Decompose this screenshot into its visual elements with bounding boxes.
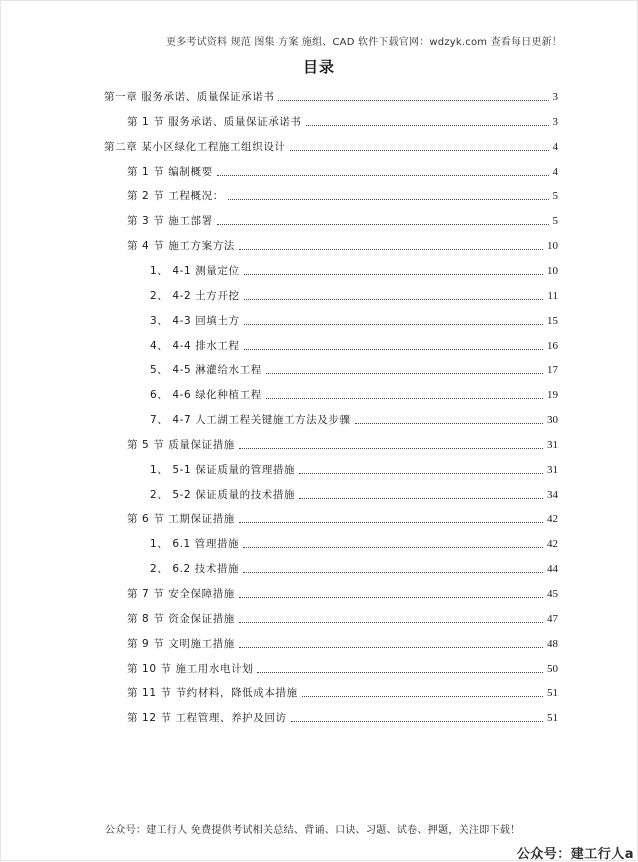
toc-entry-label: 7、 4-7 人工湖工程关键施工方法及步骤 (150, 414, 351, 427)
toc-entry-page: 31 (547, 463, 558, 476)
toc-entry-page: 4 (552, 165, 558, 178)
toc-leader-dots (217, 175, 549, 176)
toc-entry-page: 31 (547, 438, 558, 451)
toc-entry-page: 5 (552, 190, 558, 203)
toc-entry[interactable] (150, 488, 558, 502)
toc-entry-page: 11 (547, 289, 558, 302)
toc-entry-label: 第 1 节 编制概要 (127, 165, 213, 178)
toc-entry-page: 10 (547, 240, 558, 253)
toc-entry-page: 19 (547, 389, 558, 402)
toc-entry[interactable] (127, 115, 558, 129)
toc-entry-label: 1、 4-1 测量定位 (150, 264, 240, 277)
toc-entry-label: 第 12 节 工程管理、养护及回访 (127, 712, 287, 725)
toc-leader-dots (243, 572, 543, 573)
toc-entry-label: 第 6 节 工期保证措施 (127, 513, 235, 526)
toc-leader-dots (239, 622, 543, 623)
toc-leader-dots (299, 498, 543, 499)
toc-leader-dots (244, 324, 543, 325)
toc-entry[interactable] (127, 214, 558, 228)
toc-entry[interactable] (127, 239, 558, 253)
toc-entry-label: 2、 5-2 保证质量的技术措施 (150, 488, 296, 501)
toc-entry-label: 第 3 节 施工部署 (127, 215, 213, 228)
toc-entry-page: 42 (547, 538, 558, 551)
toc-entry-label: 第 5 节 质量保证措施 (127, 438, 235, 451)
toc-entry-label: 6、 4-6 绿化种植工程 (150, 389, 262, 402)
toc-leader-dots (217, 224, 549, 225)
toc-leader-dots (278, 100, 548, 101)
toc-entry-page: 5 (552, 215, 558, 228)
toc-entry[interactable] (150, 388, 558, 402)
toc-entry[interactable] (104, 140, 558, 154)
toc-leader-dots (302, 696, 543, 697)
toc-entry-label: 第 4 节 施工方案方法 (127, 240, 235, 253)
toc-entry-page: 50 (547, 662, 558, 675)
toc-entry-page: 4 (552, 140, 558, 153)
toc-leader-dots (290, 150, 549, 151)
toc-entry[interactable] (150, 339, 558, 353)
watermark-text: 公众号：建工行人a (516, 847, 634, 862)
toc-entry-label: 3、 4-3 回填土方 (150, 314, 240, 327)
toc-entry[interactable] (127, 165, 558, 179)
toc-leader-dots (355, 423, 543, 424)
toc-leader-dots (306, 125, 549, 126)
toc-entry-page: 51 (547, 712, 558, 725)
toc-entry-label: 第一章 服务承诺、质量保证承诺书 (104, 91, 275, 103)
toc-leader-dots (239, 647, 543, 648)
toc-leader-dots (239, 597, 543, 598)
toc-entry[interactable] (150, 363, 558, 377)
toc-entry-page: 48 (547, 637, 558, 650)
toc-entry-label: 第 1 节 服务承诺、质量保证承诺书 (127, 115, 302, 128)
page-title: 目录 (302, 58, 335, 76)
toc-entry-label: 第 9 节 文明施工措施 (127, 637, 235, 650)
toc-entry-label: 2、 4-2 土方开挖 (150, 289, 240, 302)
toc-entry[interactable] (150, 463, 558, 477)
toc-entry[interactable] (127, 512, 558, 526)
toc-entry-label: 第二章 某小区绿化工程施工组织设计 (104, 140, 286, 153)
toc-entry-page: 16 (547, 339, 558, 352)
toc-entry-page: 15 (547, 314, 558, 327)
toc-entry-label: 4、 4-4 排水工程 (150, 339, 240, 352)
toc-leader-dots (244, 349, 543, 350)
toc-entry-label: 第 8 节 资金保证措施 (127, 612, 235, 625)
toc-leader-dots (239, 249, 543, 250)
toc-entry-page: 30 (547, 414, 558, 427)
toc-leader-dots (266, 373, 543, 374)
toc-leader-dots (266, 398, 543, 399)
toc-entry-page: 34 (547, 488, 558, 501)
toc-leader-dots (299, 473, 543, 474)
toc-leader-dots (228, 199, 549, 200)
toc-entry[interactable] (127, 438, 558, 452)
toc-entry[interactable] (150, 413, 558, 427)
toc-entry[interactable] (150, 264, 558, 278)
toc-leader-dots (244, 274, 543, 275)
header-note: 更多考试资料 规范 图集 方案 施组、CAD 软件下载官网：wdzyk.com 查看每日更新！ (165, 37, 562, 48)
toc-entry[interactable] (127, 612, 558, 626)
toc-entry-label: 第 7 节 安全保障措施 (127, 588, 235, 600)
toc-entry[interactable] (127, 711, 558, 725)
toc-entry-label: 第 2 节 工程概况： (127, 190, 224, 203)
toc-entry[interactable] (127, 587, 558, 601)
toc-entry-label: 第 10 节 施工用水电计划 (127, 662, 254, 675)
toc-entry[interactable] (150, 537, 558, 551)
toc-entry-page: 47 (547, 612, 558, 625)
toc-leader-dots (244, 299, 544, 300)
toc-leader-dots (257, 672, 543, 673)
toc-leader-dots (243, 547, 543, 548)
toc-entry-page: 17 (547, 364, 558, 377)
toc-entry-page: 3 (552, 91, 558, 103)
toc-leader-dots (291, 721, 543, 722)
toc-entry[interactable] (127, 662, 558, 676)
toc-entry[interactable] (150, 314, 558, 328)
toc-entry[interactable] (150, 562, 558, 576)
toc-entry[interactable] (127, 637, 558, 651)
toc-entry-page: 51 (547, 687, 558, 700)
toc-leader-dots (239, 448, 543, 449)
toc-entry-label: 1、 5-1 保证质量的管理措施 (150, 463, 296, 476)
toc-entry-label: 第 11 节 节约材料，降低成本措施 (127, 687, 298, 700)
toc-entry[interactable] (127, 189, 558, 203)
toc-entry-page: 44 (547, 563, 558, 576)
toc-leader-dots (239, 522, 543, 523)
footer-note: 公众号：建工行人 免费提供考试相关总结、背诵、口诀、习题、试卷、押题，关注即下载！ (105, 825, 521, 836)
toc-entry-label: 5、 4-5 淋灌给水工程 (150, 364, 262, 377)
toc-entry[interactable] (150, 289, 558, 303)
toc-entry[interactable] (104, 90, 558, 104)
toc-entry-page: 45 (547, 588, 558, 600)
toc-entry-page: 3 (552, 115, 558, 128)
toc-entry-page: 42 (547, 513, 558, 526)
toc-entry-label: 2、 6.2 技术措施 (150, 563, 240, 576)
toc-entry-label: 1、 6.1 管理措施 (150, 538, 240, 551)
toc-entry[interactable] (127, 686, 558, 700)
toc-entry-page: 10 (547, 264, 558, 277)
